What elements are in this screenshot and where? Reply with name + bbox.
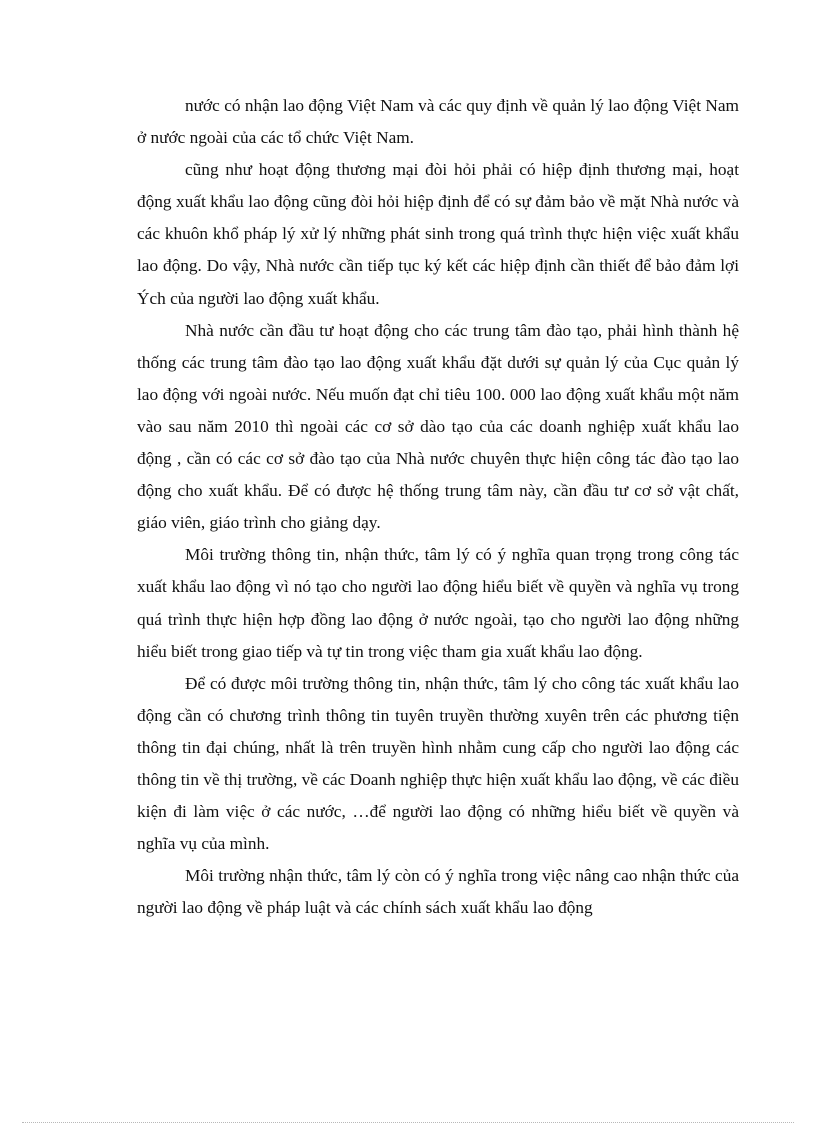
paragraph-2: cũng như hoạt động thương mại đòi hỏi phải có hiệp định thương mại, hoạt động xuất khẩu lao động cũng đòi hỏi hiệp định để có sự đảm bảo về mặt Nhà nước và các khuôn khổ pháp lý xử lý những phát sinh trong quá trình thực hiện việc xuất khẩu lao động. Do vậy, Nhà nước cần tiếp tục ký kết các hiệp định cần thiết để bảo đảm lợi Ých của người lao động xuất khẩu. [137,160,739,308]
paragraph-1: nước có nhận lao động Việt Nam và các quy định về quản lý lao động Việt Nam ở nước ngoài của các tổ chức Việt Nam. [137,96,739,148]
document-body [137,90,739,924]
paragraph-5: Để có được môi trường thông tin, nhận thức, tâm lý cho công tác xuất khẩu lao động cần có chương trình thông tin tuyên truyền thường xuyên trên các phương tiện thông tin đại chúng, nhất là trên truyền hình nhằm cung cấp cho người lao động các thông tin về thị trường, về các Doanh nghiệp thực hiện xuất khẩu lao động, về các điều kiện đi làm việc ở các nước, …để người lao động có những hiểu biết về quyền và nghĩa vụ của mình. [137,673,739,854]
paragraph-3: Nhà nước cần đầu tư hoạt động cho các trung tâm đào tạo, phải hình thành hệ thống các trung tâm đào tạo lao động xuất khẩu đặt dưới sự quản lý của Cục quản lý lao động với ngoài nước. Nếu muốn đạt chỉ tiêu 100. 000 lao động xuất khẩu một năm vào sau năm 2010 thì ngoài các cơ sở dào tạo của các doanh nghiệp xuất khẩu lao động , cần có các cơ sở đào tạo của Nhà nước chuyên thực hiện công tác đào tạo lao động cho xuất khẩu. Để có được hệ thống trung tâm này, cần đầu tư cơ sở vật chất, giáo viên, giáo trình cho giảng dạy. [137,320,739,533]
paragraph-6: Môi trường nhận thức, tâm lý còn có ý nghĩa trong việc nâng cao nhận thức của người lao động về pháp luật và các chính sách xuất khẩu lao động [137,866,739,918]
paragraph-4: Môi trường thông tin, nhận thức, tâm lý có ý nghĩa quan trọng trong công tác xuất khẩu lao động vì nó tạo cho người lao động hiểu biết về quyền và nghĩa vụ trong quá trình thực hiện hợp đồng lao động ở nước ngoài, tạo cho người lao động những hiểu biết trong giao tiếp và tự tin trong việc tham gia xuất khẩu lao động. [137,545,739,661]
